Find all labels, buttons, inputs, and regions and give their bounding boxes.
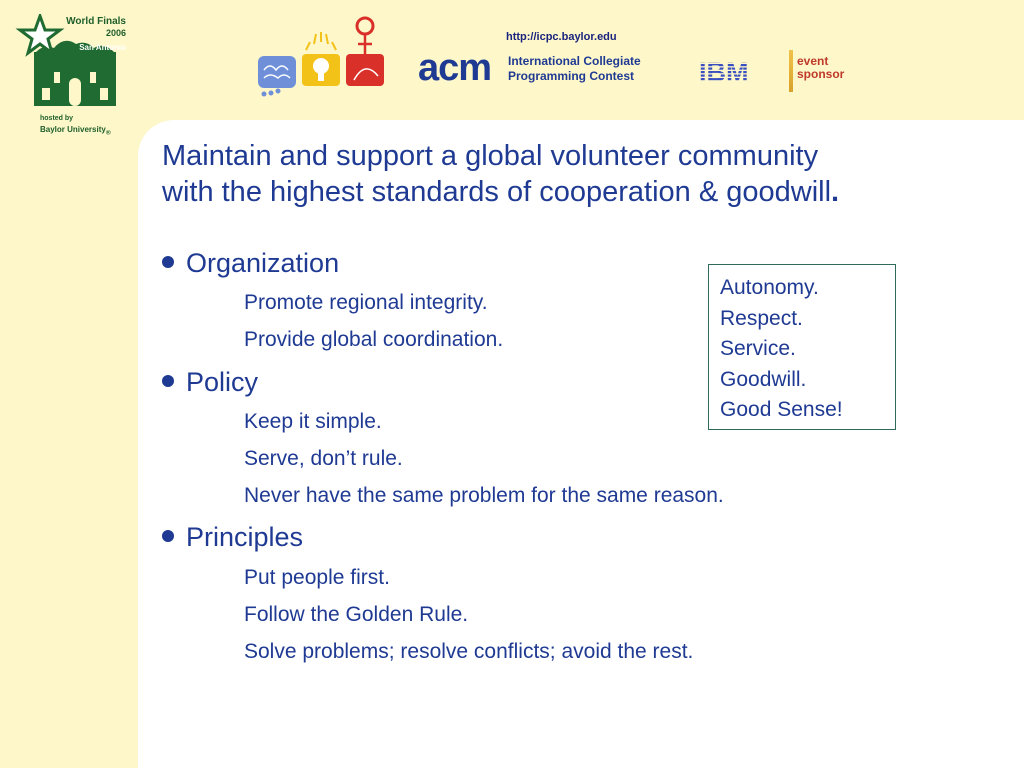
logo-title: World Finals <box>66 16 126 27</box>
section-heading: Policy <box>186 367 259 397</box>
title-period: . <box>831 176 840 208</box>
list-item: Solve problems; resolve conflicts; avoid the rest. <box>244 640 694 663</box>
world-finals-logo <box>14 14 124 138</box>
list-item: Keep it simple. <box>244 410 382 433</box>
ibm-logo <box>697 57 769 85</box>
logo-host-mark: ® <box>105 129 111 137</box>
bullet-icon <box>162 256 174 268</box>
value-item: Goodwill. <box>720 367 807 391</box>
section-heading: Principles <box>186 522 304 552</box>
acm-logo: acm <box>418 47 492 89</box>
list-item: Serve, don’t rule. <box>244 447 403 470</box>
sponsor-line1: event <box>797 54 829 68</box>
header-icons <box>254 14 394 100</box>
values-box <box>708 264 896 430</box>
balloon-icon <box>346 18 384 86</box>
section-organization <box>162 248 339 278</box>
logo-host-name: Baylor University <box>40 125 106 134</box>
list-item: Promote regional integrity. <box>244 291 488 314</box>
contest-url[interactable]: http://icpc.baylor.edu <box>506 31 617 43</box>
logo-city: San Antonio <box>79 43 126 52</box>
title-line2: with the highest standards of cooperation & goodwill <box>162 176 832 208</box>
content-panel <box>138 120 1024 768</box>
logo-year: 2006 <box>105 28 126 38</box>
brain-icon <box>258 56 296 97</box>
contest-name-line1: International Collegiate <box>508 54 641 68</box>
bullet-icon <box>162 375 174 387</box>
sponsor-line2: sponsor <box>797 67 845 81</box>
value-item: Good Sense! <box>720 398 843 421</box>
value-item: Service. <box>720 337 796 360</box>
value-item: Respect. <box>720 306 803 330</box>
logo-hosted-by: hosted by <box>40 115 74 122</box>
slide-title <box>162 138 982 210</box>
section-policy <box>162 367 258 397</box>
title-line1: Maintain and support a global volunteer community <box>162 140 819 172</box>
logo-host <box>40 125 111 138</box>
section-heading: Organization <box>186 248 340 278</box>
value-item: Autonomy. <box>720 276 819 299</box>
list-item: Provide global coordination. <box>244 328 504 351</box>
event-sponsor-label <box>797 55 844 81</box>
list-item: Put people first. <box>244 566 390 589</box>
list-item: Never have the same problem for the same reason. <box>244 484 724 507</box>
section-principles <box>162 522 303 552</box>
contest-name-line2: Programming Contest <box>508 69 635 83</box>
bullet-icon <box>162 530 174 542</box>
list-item: Follow the Golden Rule. <box>244 603 469 626</box>
sponsor-divider <box>789 50 793 92</box>
lightbulb-icon <box>302 32 340 86</box>
ibm-text: IBM <box>699 57 749 85</box>
